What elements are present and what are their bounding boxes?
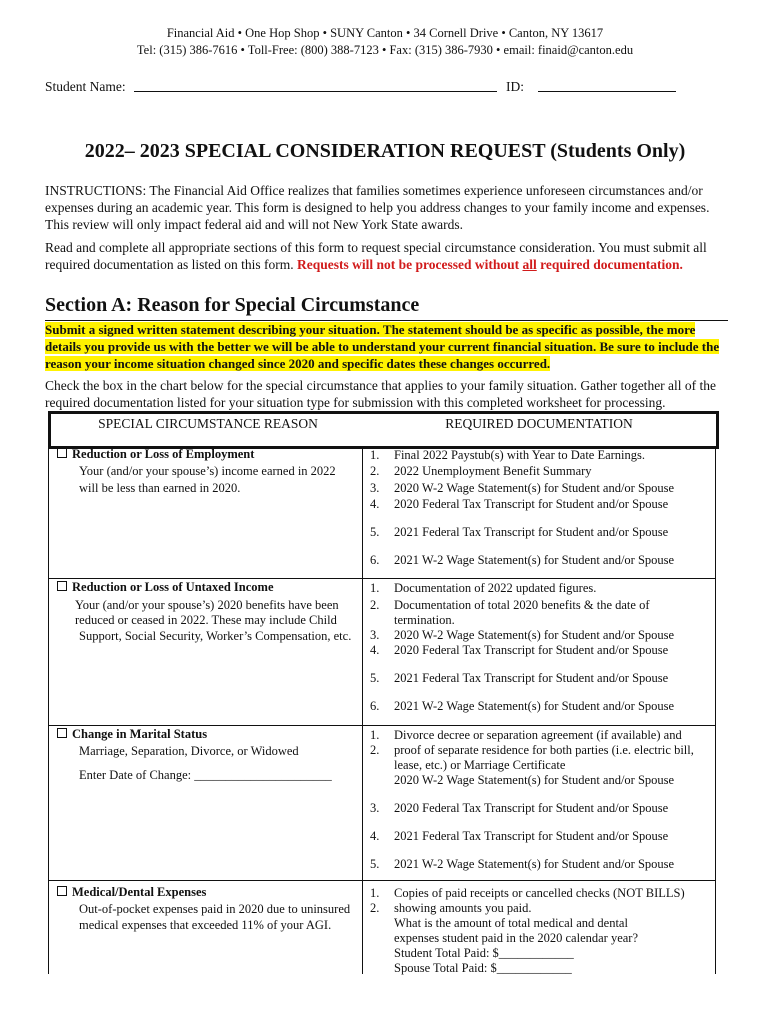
doc-item: 5. 2021 W-2 Wage Statement(s) for Student and/or Spouse [370, 857, 675, 871]
reason-medical-expenses[interactable]: Medical/Dental Expenses [57, 885, 206, 900]
table-left-border [48, 446, 49, 974]
doc-item: 1. Documentation of 2022 updated figures. [370, 581, 597, 595]
submission-paragraph [45, 239, 730, 273]
doc-item: termination. [394, 613, 455, 627]
doc-item: lease, etc.) or Marriage Certificate [394, 758, 566, 772]
checkbox[interactable] [57, 728, 67, 738]
doc-item: 1. Final 2022 Paystub(s) with Year to Date Earnings. [370, 448, 646, 462]
reason-description: Your (and/or your spouse’s) income earned in 2022 [79, 464, 336, 478]
check-instructions: Check the box in the chart below for the special circumstance that applies to your family situation. Gather together all of the required documentation listed for your situation type for submission with this completed worksheet for processing. [45, 378, 717, 410]
instructions-paragraph: INSTRUCTIONS: The Financial Aid Office realizes that families sometimes experience unforeseen circumstances and/or expenses during an academic year. This form is designed to help you address changes to your family income and expenses. This review will only impact federal aid and will not New York State awards. [45, 183, 710, 232]
highlight-note: Submit a signed written statement describing your situation. The statement should be as specific as possible, the more details you provide us with the better we will be able to understand your current financial situation. Be sure to include the reason your income situation changed since 2020 and specific dates these changes occurred. [45, 322, 720, 371]
doc-item: 6. 2021 W-2 Wage Statement(s) for Student and/or Spouse [370, 699, 675, 713]
reason-employment[interactable]: Reduction or Loss of Employment [57, 447, 254, 462]
doc-item: 4. 2020 Federal Tax Transcript for Student and/or Spouse [370, 497, 669, 511]
doc-item: 3. 2020 Federal Tax Transcript for Student and/or Spouse [370, 801, 669, 815]
doc-item: 5. 2021 Federal Tax Transcript for Student and/or Spouse [370, 525, 669, 539]
row-divider [48, 880, 716, 881]
doc-item: 2. Documentation of total 2020 benefits & the date of [370, 598, 650, 612]
id-label: ID: [506, 79, 524, 94]
reason-untaxed-income[interactable]: Reduction or Loss of Untaxed Income [57, 580, 274, 595]
reason-description: Out-of-pocket expenses paid in 2020 due to uninsured [79, 902, 351, 916]
doc-item: 2. proof of separate residence for both parties (i.e. electric bill, [370, 743, 694, 757]
spouse-total-paid-field[interactable]: Spouse Total Paid: $____________ [394, 961, 572, 975]
column-header-reason: SPECIAL CIRCUMSTANCE REASON [98, 416, 318, 431]
checkbox[interactable] [57, 886, 67, 896]
section-a-heading: Section A: Reason for Special Circumstance [45, 294, 420, 316]
doc-item: 2020 W-2 Wage Statement(s) for Student and/or Spouse [394, 773, 675, 787]
id-field[interactable] [538, 91, 676, 92]
reason-description: medical expenses that exceeded 11% of your AGI. [79, 918, 332, 932]
checkbox[interactable] [57, 581, 67, 591]
office-address: Financial Aid • One Hop Shop • SUNY Canton • 34 Cornell Drive • Canton, NY 13617 [166, 26, 604, 40]
doc-item: 1. Divorce decree or separation agreement (if available) and [370, 728, 682, 742]
doc-item: 2. showing amounts you paid. [370, 901, 532, 915]
office-contact: Tel: (315) 386-7616 • Toll-Free: (800) 388-7123 • Fax: (315) 386-7930 • email: finaid@canton.edu [136, 43, 634, 57]
doc-item: 6. 2021 W-2 Wage Statement(s) for Student and/or Spouse [370, 553, 675, 567]
warning-text: Requests will not be processed without all required documentation. [296, 257, 683, 272]
reason-description: Support, Social Security, Worker’s Compensation, etc. [79, 629, 352, 643]
column-header-docs: REQUIRED DOCUMENTATION [445, 416, 633, 431]
column-divider [362, 446, 363, 974]
student-name-label: Student Name: [45, 79, 126, 94]
checkbox[interactable] [57, 448, 67, 458]
doc-item: 5. 2021 Federal Tax Transcript for Student and/or Spouse [370, 671, 669, 685]
reason-description: Marriage, Separation, Divorce, or Widowed [79, 744, 299, 758]
row-divider [48, 578, 716, 579]
doc-item: expenses student paid in the 2020 calendar year? [394, 931, 639, 945]
reason-description: reduced or ceased in 2022. These may include Child [75, 613, 337, 627]
date-of-change-field[interactable]: Enter Date of Change: ______________________ [79, 768, 332, 782]
page-title: 2022– 2023 SPECIAL CONSIDERATION REQUEST (Students Only) [84, 140, 686, 162]
reason-description: will be less than earned in 2020. [79, 481, 241, 495]
student-total-paid-field[interactable]: Student Total Paid: $____________ [394, 946, 574, 960]
reason-description: Your (and/or your spouse’s) 2020 benefits have been [75, 598, 339, 612]
doc-item: 3. 2020 W-2 Wage Statement(s) for Student and/or Spouse [370, 628, 675, 642]
doc-item: 3. 2020 W-2 Wage Statement(s) for Student and/or Spouse [370, 481, 675, 495]
doc-item: 4. 2020 Federal Tax Transcript for Student and/or Spouse [370, 643, 669, 657]
doc-item: 1. Copies of paid receipts or cancelled checks (NOT BILLS) [370, 886, 685, 900]
doc-item: 4. 2021 Federal Tax Transcript for Student and/or Spouse [370, 829, 669, 843]
reason-marital-status[interactable]: Change in Marital Status [57, 727, 207, 742]
row-divider [48, 725, 716, 726]
student-name-field[interactable] [134, 91, 497, 92]
submission-text: Read and complete all appropriate sections of this form to request special circumstance consideration. You must submit all required documentation as listed on this form. [45, 240, 707, 272]
doc-item: 2. 2022 Unemployment Benefit Summary [370, 464, 592, 478]
doc-item: What is the amount of total medical and dental [394, 916, 628, 930]
table-right-border [715, 446, 716, 974]
